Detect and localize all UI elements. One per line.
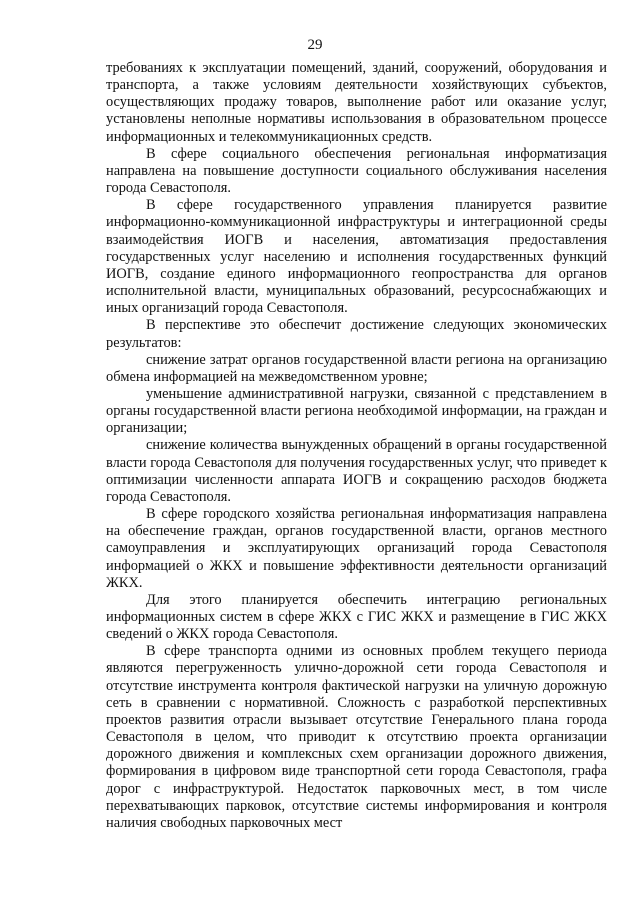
document-body [106,60,607,832]
list-item-paragraph: снижение затрат органов государственной власти региона на организацию обмена информацией на межведомственном уровне; [106,351,607,385]
paragraph: В сфере транспорта одними из основных проблем текущего периода являются перегруженность улично-дорожной сети города Севастополя и отсутствие инструмента контроля фактической нагрузки на уличную дорожную сеть в сравнении с нормативной. Сложность с разработкой перспективных проектов развития отрасли вызывает отсутствие Генерального плана города Севастополя в целом, что приводит к отсутствию проекта организации дорожного движения и комплексных схем организации дорожного движения, формирования в цифровом виде транспортной сети города Севастополя, графа дорог с инфраструктурой. Недостаток парковочных мест, в том числе перехватывающих парковок, отсутствие системы информирования и контроля наличия свободных парковочных мест [106,643,607,831]
list-item-paragraph: уменьшение административной нагрузки, связанной с представлением в органы государственной власти региона необходимой информации, на граждан и организации; [106,385,607,437]
paragraph: В сфере государственного управления планируется развитие информационно-коммуникационной инфраструктуры и интеграционной среды взаимодействия ИОГВ и населения, автоматизация предоставления государственных услуг населению и исполнения государственных функций ИОГВ, создание единого информационного геопространства для органов исполнительной власти, муниципальных образований, ресурсоснабжающих и иных организаций города Севастополя. [106,197,607,317]
paragraph: В сфере социального обеспечения региональная информатизация направлена на повышение доступности социального обслуживания населения города Севастополя. [106,145,607,197]
paragraph: Для этого планируется обеспечить интеграцию региональных информационных систем в сфере ЖКХ с ГИС ЖКХ и размещение в ГИС ЖКХ сведений о ЖКХ города Севастополя. [106,591,607,643]
paragraph: требованиях к эксплуатации помещений, зданий, сооружений, оборудования и транспорта, а также условиям деятельности хозяйствующих субъектов, осуществляющих продажу товаров, выполнение работ или оказание услуг, установлены неполные нормативы использования в образовательном процессе информационных и телекоммуникационных средств. [106,60,607,145]
list-item-paragraph: снижение количества вынужденных обращений в органы государственной власти города Севастополя для получения государственных услуг, что приведет к оптимизации численности аппарата ИОГВ и сокращению расходов бюджета города Севастополя. [106,437,607,505]
paragraph: В сфере городского хозяйства региональная информатизация направлена на обеспечение граждан, органов государственной власти, органов местного самоуправления и эксплуатирующих организаций города Севастополя информацией о ЖКХ и повышение эффективности деятельности организаций ЖКХ. [106,506,607,591]
page-number: 29 [307,37,323,53]
paragraph: В перспективе это обеспечит достижение следующих экономических результатов: [106,317,607,351]
